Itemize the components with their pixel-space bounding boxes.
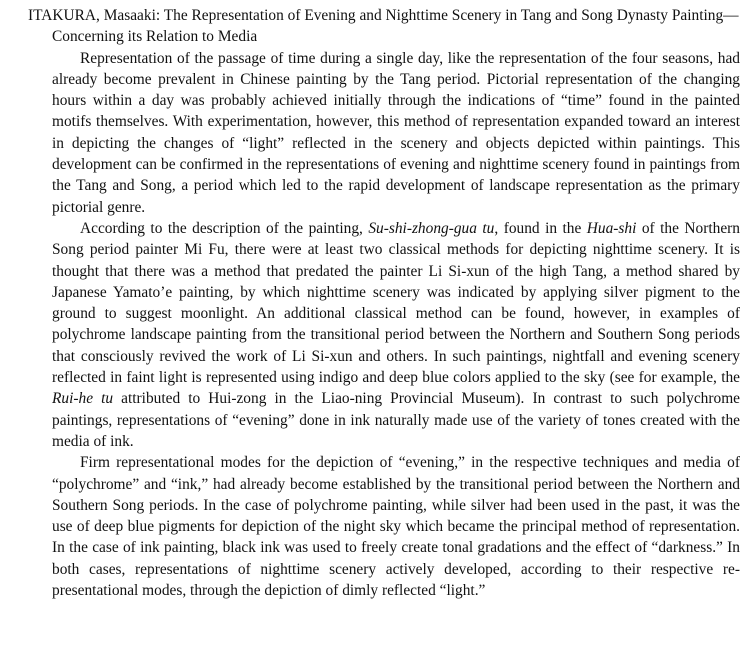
article-title: The Representation of Evening and Nighttime Scenery in Tang and Song Dynasty Painting—Concerning its Relation to Media <box>52 7 739 46</box>
painting-title-rui-he-tu: Rui-he tu <box>52 390 114 408</box>
painting-title-su-shi-zhong-gua-tu: Su-shi-zhong-gua tu <box>368 219 495 237</box>
body-paragraph-2 <box>28 218 740 452</box>
paragraph-2-segment-4: attributed to Hui-zong in the Liao-ning Provincial Museum). In contrast to such polychrome paintings, representations of “evening” done in ink naturally made use of the variety of tones created with the media of ink. <box>52 390 740 450</box>
article-heading: ITAKURA, Masaaki: The Representation of Evening and Nighttime Scenery in Tang and Song Dynasty Painting—Concerning its Relation to Media <box>28 7 739 46</box>
paragraph-2-segment-2: , found in the <box>494 219 587 237</box>
paragraph-2-segment-1: According to the description of the painting, <box>80 219 369 237</box>
body-paragraph-1: Representation of the passage of time during a single day, like the representation of the four seasons, had already become prevalent in Chinese painting by the Tang period. Pictorial representation of the changing hours within a day was probably achieved initially through the indications of “time” found in the painted motifs themselves. With experimentation, however, this method of representation expanded toward an interest in depicting the changes of “light” reflected in the scenery and objects depicted within paintings. This development can be confirmed in the representations of evening and nighttime scenery found in paintings from the Tang and Song, a period which led to the rapid development of landscape representation as the primary pictorial genre. <box>52 49 740 216</box>
article-author: ITAKURA, Masaaki <box>28 7 156 24</box>
body-paragraph-3: Firm representational modes for the depiction of “evening,” in the respective techniques and media of “polychrome” and “ink,” had already become established by the transitional period between the Northern and Southern Song periods. In the case of polychrome painting, while silver had been used in the past, it was the use of deep blue pigments for depiction of the night sky which became the principal method of representation. In the case of ink painting, black ink was used to freely create tonal gradations and the effect of “darkness.” In both cases, representations of nighttime scenery actively developed, according to their respective representational modes, through the depiction of dimly reflected “light.” <box>52 454 740 600</box>
paragraph-2-segment-3: of the Northern Song period painter Mi Fu, there were at least two classical methods for depicting nighttime scenery. It is thought that there was a method that predated the painter Li Si-xun of the high Tang, a method shared by Japanese Yamato’e painting, by which nighttime scenery was indicated by applying silver pigment to the ground to suggest moonlight. An additional classical method can be found, however, in examples of polychrome landscape painting from the transitional period between the Northern and Southern Song periods that consciously revived the work of Li Si-xun and others. In such paintings, nightfall and evening scenery reflected in faint light is represented using indigo and deep blue colors applied to the sky (see for example, the <box>52 219 740 387</box>
book-title-hua-shi: Hua-shi <box>586 219 637 237</box>
